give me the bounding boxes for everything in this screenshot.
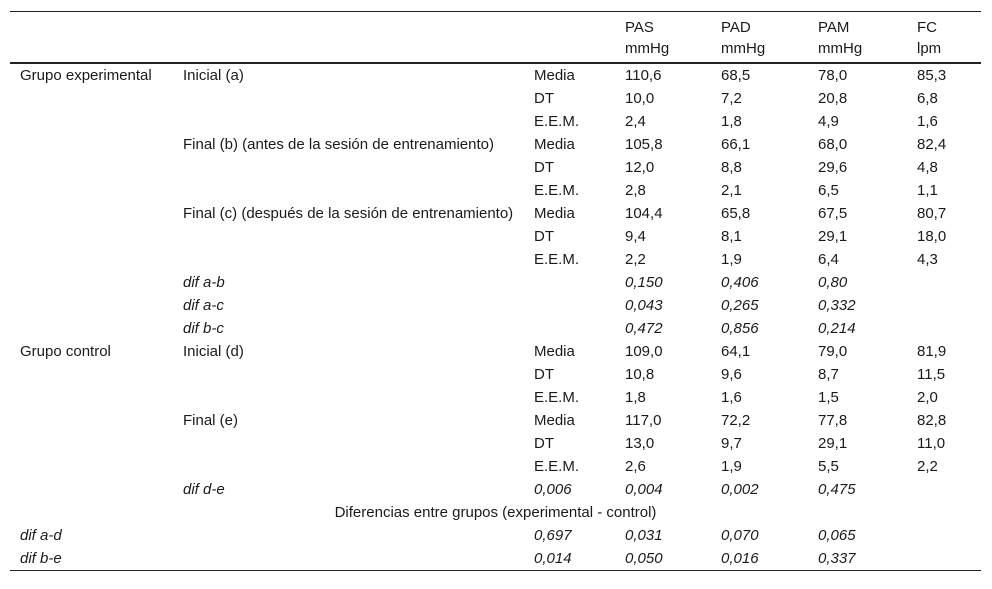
diff-label: dif a-c (183, 296, 224, 314)
table-row (10, 317, 981, 340)
stat-label: Media (534, 411, 575, 429)
diff-label: dif a-d (20, 526, 62, 544)
cell-pam: 8,7 (818, 365, 839, 383)
cell-pam: 20,8 (818, 89, 848, 107)
cell-pam: 77,8 (818, 411, 848, 429)
between-groups-title: Diferencias entre grupos (experimental - control) (334, 503, 657, 521)
table-row (10, 478, 981, 501)
group-label-control: Grupo control (20, 342, 111, 360)
cell-pas: 109,0 (625, 342, 663, 360)
header-empty-2 (173, 12, 524, 63)
cell-pad: 0,856 (721, 319, 759, 337)
cell-pad: 1,9 (721, 457, 742, 475)
cell-pam: 29,6 (818, 158, 848, 176)
cell-pam: 67,5 (818, 204, 848, 222)
group-label-experimental: Grupo experimental (20, 66, 152, 84)
cell-stat-col: 0,006 (534, 480, 572, 498)
table-row (10, 501, 981, 524)
cell-fc: 1,6 (917, 112, 938, 130)
cell-pam: 0,332 (818, 296, 856, 314)
stat-label: E.E.M. (534, 457, 580, 475)
header-empty-3 (524, 12, 615, 63)
table-row (10, 409, 981, 432)
cell-pas: 2,8 (625, 181, 646, 199)
cell-pas: 104,4 (625, 204, 663, 222)
cell-pad: 7,2 (721, 89, 742, 107)
cell-pas: 0,004 (625, 480, 663, 498)
cell-fc: 11,0 (917, 434, 946, 452)
cell-pad: 1,9 (721, 250, 742, 268)
cell-pad: 72,2 (721, 411, 751, 429)
cell-pad: 2,1 (721, 181, 742, 199)
cell-pad: 0,002 (721, 480, 759, 498)
cell-pas: 0,050 (615, 547, 711, 571)
cell-pas: 9,4 (625, 227, 646, 245)
cell-pam: 0,475 (818, 480, 856, 498)
cell-pad: 64,1 (721, 342, 751, 360)
cell-pas: 110,6 (625, 66, 662, 84)
cell-pam: 68,0 (818, 135, 848, 153)
group-spacer (10, 133, 173, 271)
cell-pas: 105,8 (625, 135, 663, 153)
cell-pam: 0,337 (808, 547, 907, 571)
header-empty-1 (10, 12, 173, 63)
table-row (10, 547, 981, 571)
cell-fc: 11,5 (917, 365, 946, 383)
cell-fc: 4,3 (917, 250, 938, 268)
stat-label: Media (534, 66, 575, 84)
cell-pam: 4,9 (818, 112, 839, 130)
cell-pad: 8,1 (721, 227, 742, 245)
table-row (10, 133, 981, 156)
table-row (10, 294, 981, 317)
header-pad: PAD mmHg (711, 12, 808, 63)
cell-pam: 29,1 (818, 227, 848, 245)
cell-pas: 10,8 (625, 365, 655, 383)
stat-label: DT (534, 89, 554, 107)
cell-fc: 2,0 (917, 388, 938, 406)
header-pas: PAS mmHg (615, 12, 711, 63)
header-fc: FC lpm (907, 12, 981, 63)
cell-fc: 2,2 (917, 457, 938, 475)
cell-fc: 80,7 (917, 204, 947, 222)
stat-label: DT (534, 227, 554, 245)
cell-pas: 10,0 (625, 89, 655, 107)
cell-fc: 6,8 (917, 89, 938, 107)
cell-pad: 9,7 (721, 434, 742, 452)
cell-pad: 9,6 (721, 365, 742, 383)
stat-label: Media (534, 204, 575, 222)
results-table (10, 11, 981, 571)
cell-pam: 1,5 (818, 388, 839, 406)
cell-pas: 0,150 (625, 273, 663, 291)
cell-pam: 6,4 (818, 250, 839, 268)
cell-fc: 82,4 (917, 135, 947, 153)
stat-label: Media (534, 135, 575, 153)
stat-label: E.E.M. (534, 388, 580, 406)
cell-pad: 0,265 (721, 296, 759, 314)
stat-label: E.E.M. (534, 250, 580, 268)
cell-pas: 2,4 (625, 112, 646, 130)
cell-pad: 65,8 (721, 204, 751, 222)
subgroup-label: Final (b) (antes de la sesión de entrenamiento) (183, 135, 495, 153)
cell-pam: 78,0 (818, 66, 848, 84)
table-row (10, 271, 981, 294)
stat-label: DT (534, 434, 554, 452)
cell-pas: 0,031 (625, 526, 663, 544)
cell-stat-col: 0,014 (524, 547, 615, 571)
cell-fc: 81,9 (917, 342, 947, 360)
cell-pas: 117,0 (625, 411, 662, 429)
cell-pad: 66,1 (721, 135, 751, 153)
cell-pad: 0,070 (721, 526, 759, 544)
stat-label: E.E.M. (534, 181, 580, 199)
cell-pam: 0,065 (818, 526, 856, 544)
cell-pas: 12,0 (625, 158, 655, 176)
cell-pad: 8,8 (721, 158, 742, 176)
cell-fc: 85,3 (917, 66, 947, 84)
cell-pas: 0,472 (625, 319, 663, 337)
cell-fc: 4,8 (917, 158, 938, 176)
cell-pam: 79,0 (818, 342, 848, 360)
cell-pad: 0,016 (711, 547, 808, 571)
diff-label: dif b-c (183, 319, 224, 337)
table-row (10, 524, 981, 547)
cell-pad: 0,406 (721, 273, 759, 291)
diff-label: dif a-b (183, 273, 225, 291)
table-row (10, 340, 981, 363)
cell-fc: 18,0 (917, 227, 947, 245)
stat-label: Media (534, 342, 575, 360)
cell-pas: 1,8 (625, 388, 646, 406)
cell-pam: 29,1 (818, 434, 848, 452)
subgroup-label: Final (c) (después de la sesión de entrenamiento) (183, 204, 514, 222)
subgroup-label: Inicial (d) (183, 342, 244, 360)
header-pam: PAM mmHg (808, 12, 907, 63)
diff-label: dif b-e (10, 547, 173, 571)
cell-pas: 13,0 (625, 434, 655, 452)
cell-pad: 1,6 (721, 388, 742, 406)
header-row (10, 12, 981, 63)
stat-label: E.E.M. (534, 112, 580, 130)
cell-pam: 6,5 (818, 181, 839, 199)
subgroup-label: Final (e) (183, 411, 239, 429)
stat-label: DT (534, 365, 554, 383)
cell-fc: 1,1 (917, 181, 938, 199)
cell-pad: 1,8 (721, 112, 742, 130)
cell-pas: 2,2 (625, 250, 646, 268)
results-table-container (10, 11, 981, 571)
subgroup-label: Inicial (a) (183, 66, 244, 84)
cell-pas: 2,6 (625, 457, 646, 475)
table-row (10, 63, 981, 87)
cell-pam: 5,5 (818, 457, 839, 475)
cell-pad: 68,5 (721, 66, 751, 84)
cell-stat-col: 0,697 (534, 526, 572, 544)
stat-label: DT (534, 158, 554, 176)
diff-label: dif d-e (183, 480, 225, 498)
cell-fc: 82,8 (917, 411, 947, 429)
cell-pam: 0,80 (818, 273, 848, 291)
cell-pam: 0,214 (818, 319, 856, 337)
cell-pas: 0,043 (625, 296, 663, 314)
